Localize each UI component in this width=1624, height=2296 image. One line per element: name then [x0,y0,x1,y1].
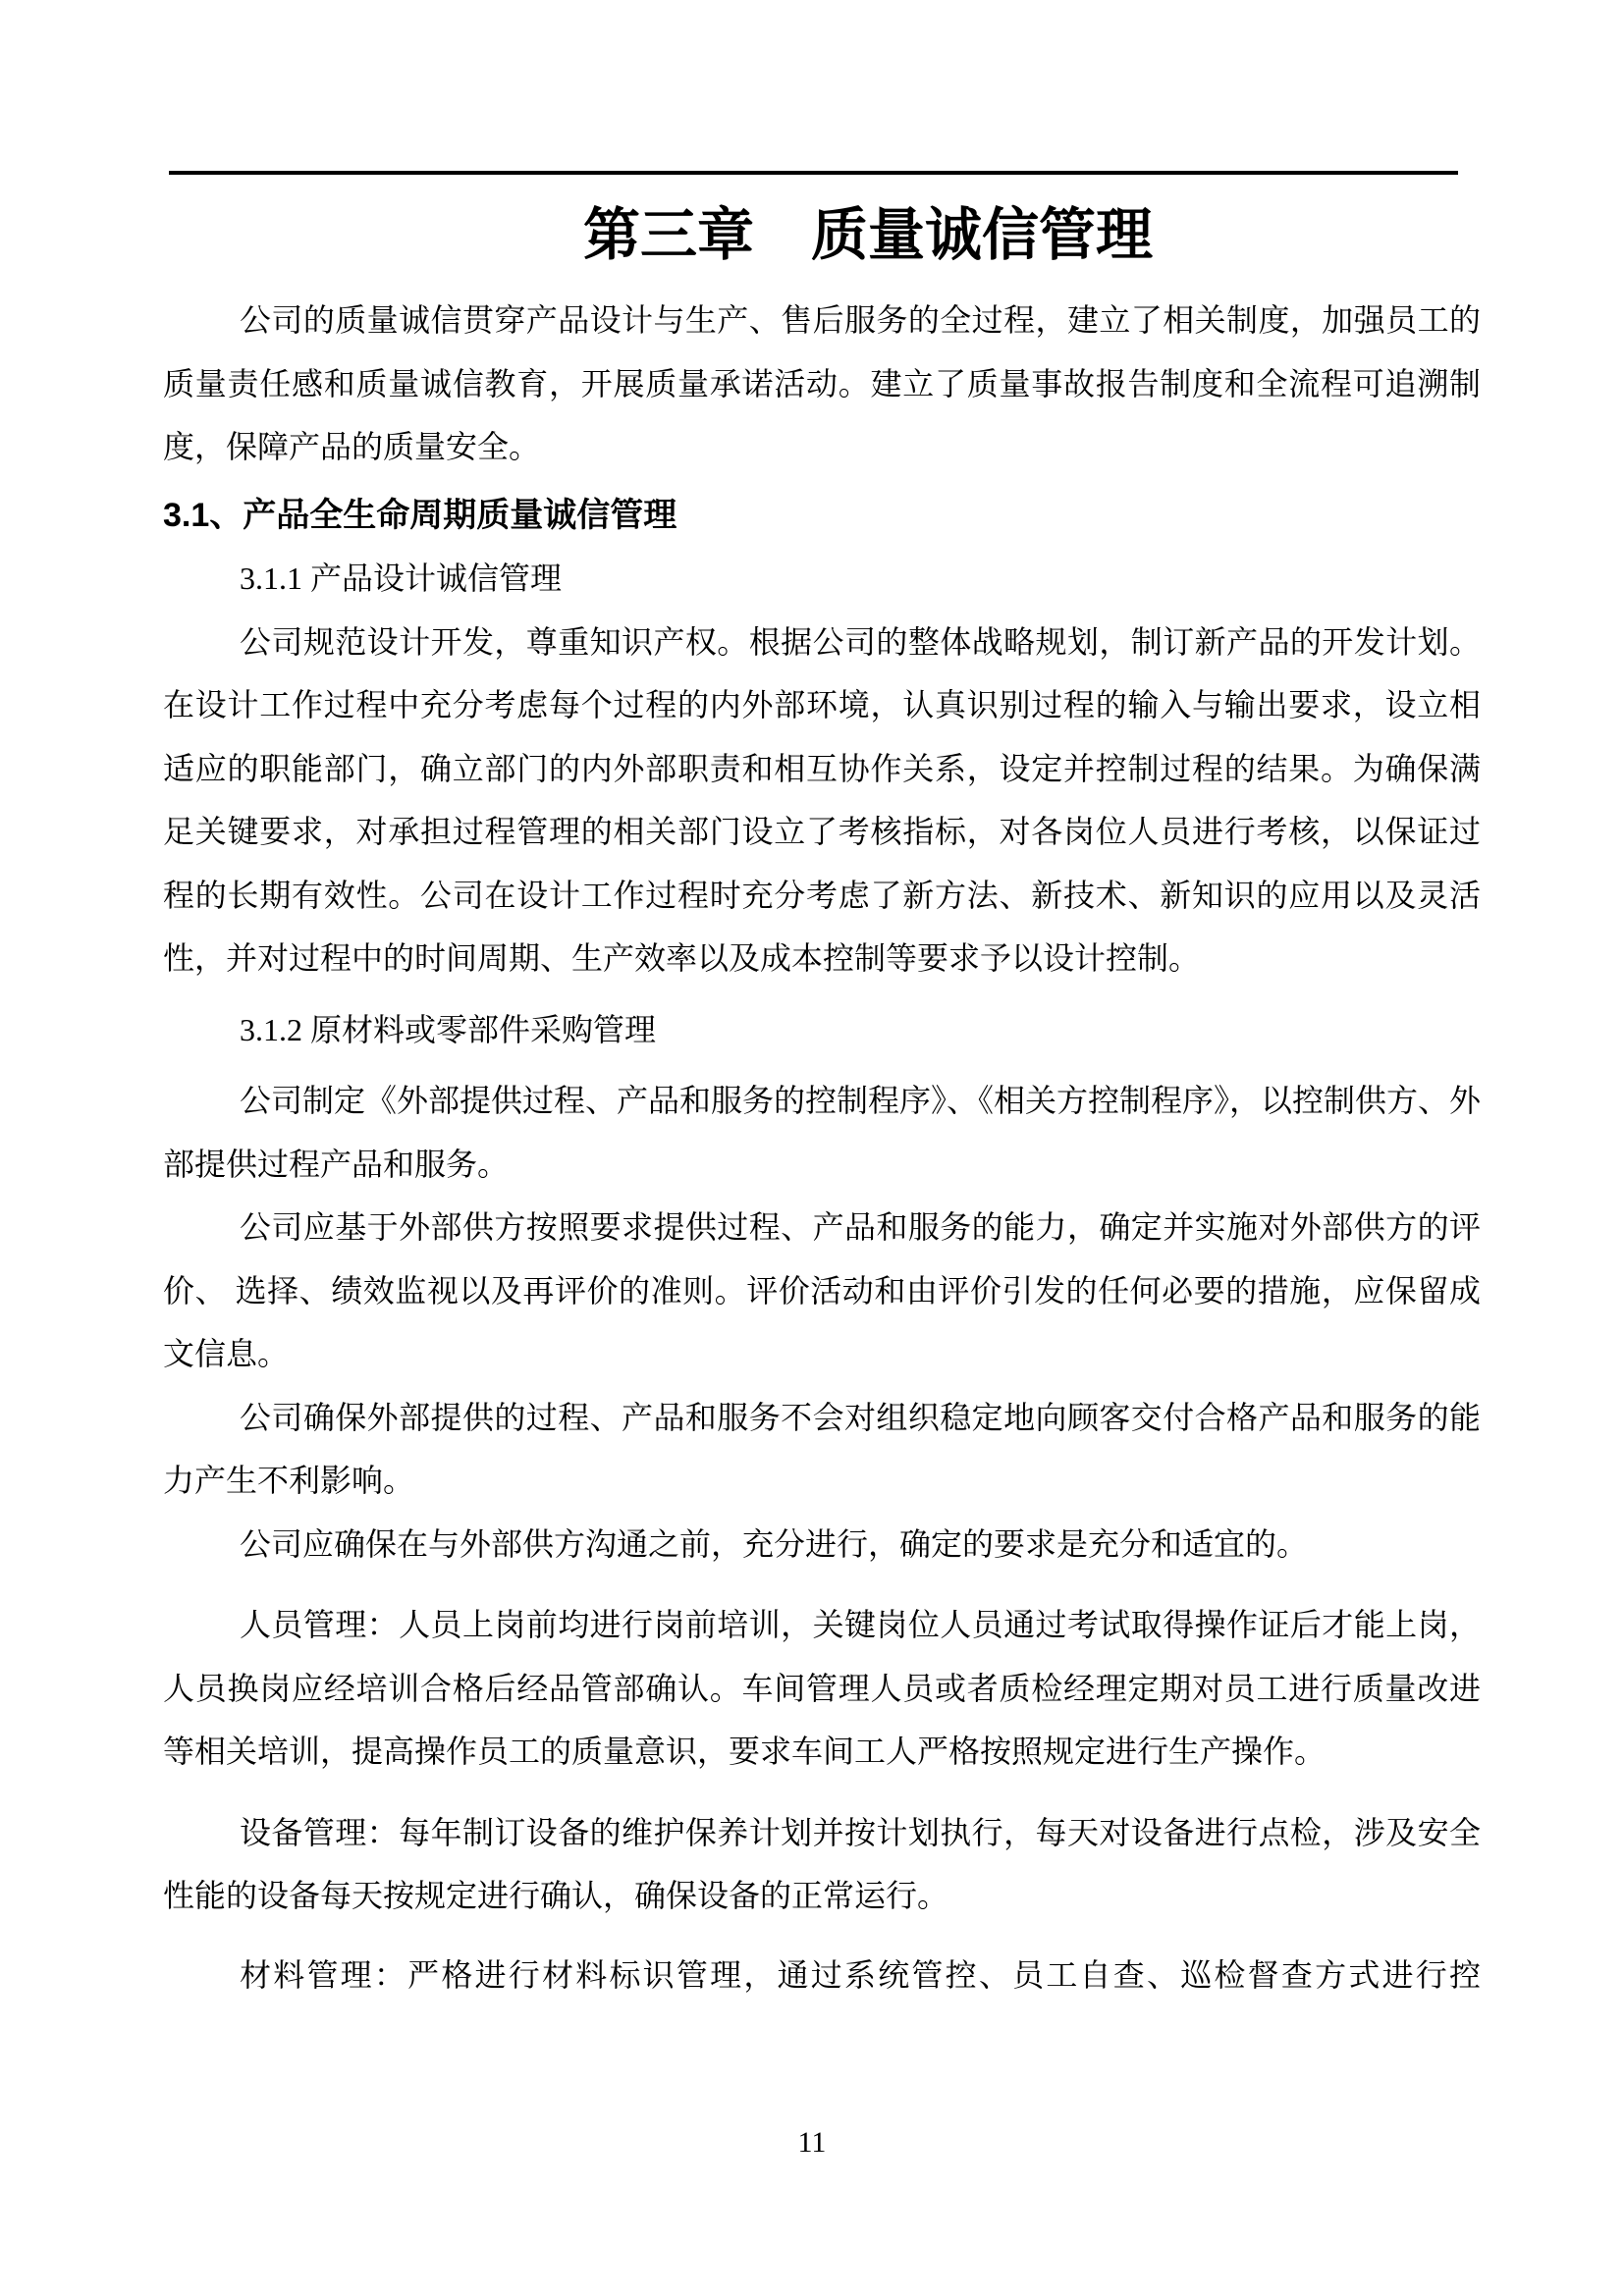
subsection-heading-3-1-1: 3.1.1 产品设计诚信管理 [240,561,563,596]
paragraph-supplier-communication: 公司应确保在与外部供方沟通之前，充分进行，确定的要求是充分和适宜的。 [240,1525,1309,1562]
page-number: 11 [797,2126,827,2159]
paragraph-personnel-management: 人员管理：人员上岗前均进行岗前培训，关键岗位人员通过考试取得操作证后才能上岗，人员换岗应经培训合格后经品管部确认。车间管理人员或者质检经理定期对员工进行质量改进等相关培训，提高操作员工的质量意识，要求车间工人严格按照规定进行生产操作。 [163,1607,1481,1769]
paragraph-supplier-evaluation: 公司应基于外部供方按照要求提供过程、产品和服务的能力，确定并实施对外部供方的评价、 选择、绩效监视以及再评价的准则。评价活动和由评价引发的任何必要的措施，应保留成文信息。 [163,1209,1481,1371]
paragraph-equipment-management: 设备管理：每年制订设备的维护保养计划并按计划执行，每天对设备进行点检，涉及安全性能的设备每天按规定进行确认，确保设备的正常运行。 [163,1814,1481,1913]
page-content [163,0,1481,2006]
paragraph-external-provision: 公司确保外部提供的过程、产品和服务不会对组织稳定地向顾客交付合格产品和服务的能力产生不利影响。 [163,1399,1481,1498]
paragraph-design-integrity: 公司规范设计开发，尊重知识产权。根据公司的整体战略规划，制订新产品的开发计划。在设计工作过程中充分考虑每个过程的内外部环境，认真识别过程的输入与输出要求，设立相适应的职能部门，确立部门的内外部职责和相互协作关系，设定并控制过程的结果。为确保满足关键要求，对承担过程管理的相关部门设立了考核指标，对各岗位人员进行考核，以保证过程的长期有效性。公司在设计工作过程时充分考虑了新方法、新技术、新知识的应用以及灵活性，并对过程中的时间周期、生产效率以及成本控制等要求予以设计控制。 [163,623,1481,976]
chapter-title: 第三章 质量诚信管理 [582,203,1153,267]
subsection-heading-3-1-2: 3.1.2 原材料或零部件采购管理 [240,1011,657,1047]
paragraph-intro: 公司的质量诚信贯穿产品设计与生产、售后服务的全过程，建立了相关制度，加强员工的质量责任感和质量诚信教育，开展质量承诺活动。建立了质量事故报告制度和全流程可追溯制度，保障产品的质量安全。 [163,302,1481,464]
paragraph-procurement-procedures: 公司制定《外部提供过程、产品和服务的控制程序》、《相关方控制程序》，以控制供方、外部提供过程产品和服务。 [163,1083,1482,1182]
paragraph-material-management: 材料管理：严格进行材料标识管理，通过系统管控、员工自查、巡检督查方式进行控 [240,1956,1481,1993]
section-heading-3-1: 3.1、产品全生命周期质量诚信管理 [163,496,677,534]
